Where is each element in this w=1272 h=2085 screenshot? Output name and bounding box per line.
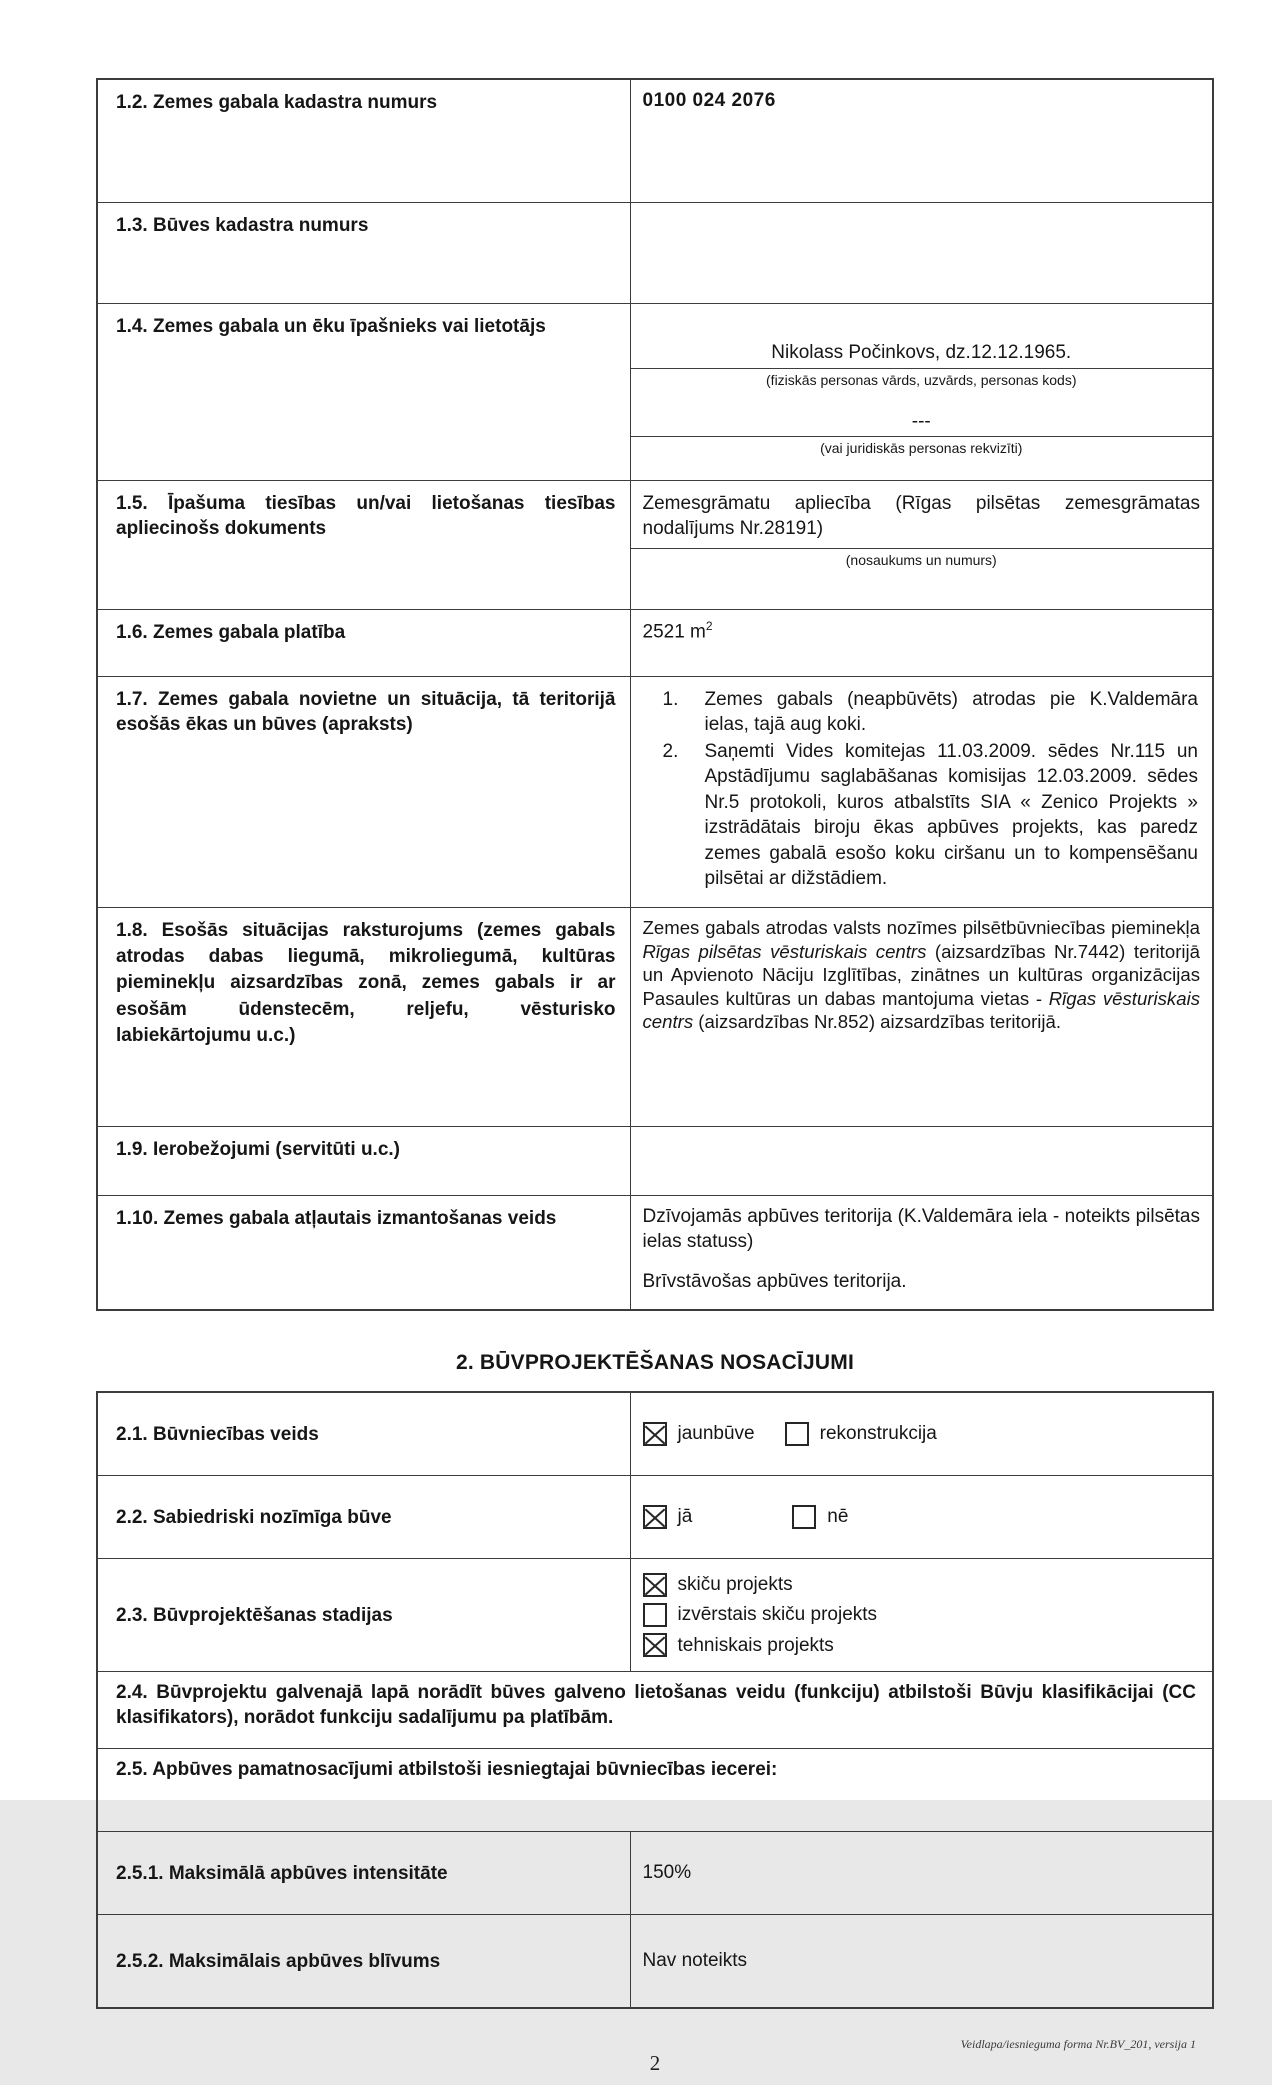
land-area-sup: 2: [705, 619, 713, 633]
heritage-text-italic: Rīgas pilsētas vēsturiskais centrs: [642, 940, 927, 962]
heritage-text: (aizsardzības Nr.7442) teritorijā un Apvienoto Nāciju Izglītības, zinātnes un kultūras organizācijas Pasaules kultūras un dabas mantojuma vietas -: [642, 940, 1200, 1009]
option-skicu-projekts: [643, 1572, 1201, 1597]
row-1-8-value: [630, 908, 1213, 1127]
row-1-8-label: 1.8. Esošās situācijas raksturojums (zemes gabals atrodas dabas liegumā, mikroliegumā, kultūras pieminekļu aizsardzības zonā, zemes gabals ir ar esošām ūdenstecēm, reljefu, vēsturisko labiekārtojumu u.c.): [97, 908, 630, 1127]
heritage-text: Zemes gabals atrodas valsts nozīmes pilsētbūvniecības pieminekļa: [642, 917, 1200, 938]
row-1-3: [97, 203, 1213, 304]
row-1-4-value: [630, 304, 1213, 481]
row-1-2: [97, 79, 1213, 203]
list-item-number: 2.: [662, 740, 679, 762]
row-2-2-label: 2.2. Sabiedriski nozīmīga būve: [97, 1476, 630, 1559]
row-2-5-1: [97, 1832, 1213, 1915]
row-2-5-2-label: 2.5.2. Maksimālais apbūves blīvums: [97, 1915, 630, 2009]
construction-type-options: [643, 1421, 1201, 1446]
allowed-use-1: Dzīvojamās apbūves teritorija (K.Valdemāra iela - noteikts pilsētas ielas statuss): [642, 1206, 1200, 1253]
checkbox-label: tehniskais projekts: [677, 1634, 834, 1656]
row-1-7: [97, 677, 1213, 908]
row-1-10: [97, 1196, 1213, 1311]
checkbox-label: nē: [827, 1506, 849, 1528]
document-content: [96, 78, 1214, 2085]
row-1-4-label: 1.4. Zemes gabala un ēku īpašnieks vai lietotājs: [97, 304, 630, 481]
heritage-text-italic: Rīgas vēsturiskais centrs: [642, 987, 1200, 1033]
page-footer: [96, 2039, 1214, 2085]
checkbox-jaunbuve[interactable]: [643, 1422, 667, 1446]
section1-table: [96, 78, 1214, 1311]
heritage-paragraph: [643, 916, 1201, 1034]
option-rekonstrukcija: [785, 1421, 937, 1446]
row-2-4-label: 2.4. Būvprojektu galvenajā lapā norādīt būves galveno lietošanas veidu (funkciju) atbilstoši Būvju klasifikācijai (CC klasifikators), norādot funkciju sadalījumu pa platībām.: [97, 1672, 1213, 1749]
row-1-2-value: 0100 024 2076: [630, 79, 1213, 203]
list-item-number: 1.: [662, 689, 679, 710]
checkbox-rekonstrukcija[interactable]: [785, 1422, 809, 1446]
row-2-1-label: 2.1. Būvniecības veids: [97, 1392, 630, 1476]
row-1-6-label: 1.6. Zemes gabala platība: [97, 610, 630, 677]
row-1-9: [97, 1127, 1213, 1196]
row-1-5: [97, 481, 1213, 610]
row-2-5-2: [97, 1915, 1213, 2009]
owner-name-caption: (fiziskās personas vārds, uzvārds, personas kods): [766, 372, 1077, 389]
checkbox-tehniskais-projekts[interactable]: [643, 1633, 667, 1657]
heritage-text: (aizsardzības Nr.852) aizsardzības teritorijā.: [693, 1011, 1062, 1033]
row-1-3-value: [630, 203, 1213, 304]
row-2-5-1-value: 150%: [630, 1832, 1213, 1915]
checkbox-izverstais-skicu-projekts[interactable]: [643, 1603, 667, 1627]
row-2-5: [97, 1749, 1213, 1832]
checkbox-label: izvērstais skiču projekts: [677, 1604, 878, 1626]
row-2-3-label: 2.3. Būvprojektēšanas stadijas: [97, 1559, 630, 1672]
form-version-note: Veidlapa/iesnieguma forma Nr.BV_201, versija 1: [960, 2037, 1196, 2051]
row-2-5-label: 2.5. Apbūves pamatnosacījumi atbilstoši iesniegtajai būvniecības iecerei:: [97, 1749, 1213, 1832]
owner-name: Nikolass Počinkovs, dz.12.12.1965.: [631, 304, 1213, 369]
section2-table: [96, 1391, 1214, 2009]
legal-person-placeholder: ---: [631, 395, 1213, 437]
checkbox-skicu-projekts[interactable]: [643, 1573, 667, 1597]
legal-person-caption: (vai juridiskās personas rekvizīti): [820, 440, 1023, 457]
row-1-9-label: 1.9. Ierobežojumi (servitūti u.c.): [97, 1127, 630, 1196]
row-1-5-label: 1.5. Īpašuma tiesības un/vai lietošanas tiesības apliecinošs dokuments: [97, 481, 630, 610]
row-1-3-label: 1.3. Būves kadastra numurs: [97, 203, 630, 304]
checkbox-ne[interactable]: [792, 1505, 816, 1529]
checkbox-label: jaunbūve: [677, 1423, 755, 1445]
row-1-8: [97, 908, 1213, 1127]
checkbox-ja[interactable]: [643, 1505, 667, 1529]
row-2-1-value: [630, 1392, 1213, 1476]
list-item-text: Saņemti Vides komitejas 11.03.2009. sēdes Nr.115 un Apstādījumu saglabāšanas komisijas 12.03.2009. sēdes Nr.5 protokoli, kuros atbalstīts SIA « Zenico Projekts » izstrādātais biroju ēkas apbūves projekts, kas paredz zemes gabalā esošo koku ciršanu un to kompensēšanu pilsētai ar dižstādiem.: [704, 740, 1198, 890]
row-2-2: [97, 1476, 1213, 1559]
list-item: [653, 739, 1199, 892]
option-jaunbuve: [643, 1421, 755, 1446]
situation-list: [643, 685, 1201, 892]
list-item-text: Zemes gabals (neapbūvēts) atrodas pie K.Valdemāra ielas, tajā aug koki.: [704, 689, 1198, 736]
row-1-4: [97, 304, 1213, 481]
row-2-3: [97, 1559, 1213, 1672]
row-1-10-value: [630, 1196, 1213, 1311]
document-name-caption: (nosaukums un numurs): [845, 551, 997, 568]
option-ja: [643, 1504, 693, 1529]
checkbox-label: skiču projekts: [677, 1573, 793, 1595]
checkbox-label: jā: [677, 1506, 693, 1528]
list-item: [653, 687, 1199, 738]
page-number: 2: [649, 2051, 661, 2075]
row-1-2-label: 1.2. Zemes gabala kadastra numurs: [97, 79, 630, 203]
row-1-9-value: [630, 1127, 1213, 1196]
document-name: Zemesgrāmatu apliecība (Rīgas pilsētas zemesgrāmatas nodalījums Nr.28191): [631, 481, 1213, 549]
public-building-options: [643, 1504, 1201, 1529]
row-2-3-value: [630, 1559, 1213, 1672]
checkbox-label: rekonstrukcija: [819, 1423, 937, 1445]
row-1-6-value: [630, 610, 1213, 677]
option-ne: [792, 1504, 848, 1529]
land-area: 2521 m: [642, 621, 706, 643]
design-stage-options: [643, 1568, 1201, 1662]
row-2-2-value: [630, 1476, 1213, 1559]
row-1-10-label: 1.10. Zemes gabala atļautais izmantošanas veids: [97, 1196, 630, 1311]
row-1-7-value: [630, 677, 1213, 908]
row-1-6: [97, 610, 1213, 677]
allowed-use-2: Brīvstāvošas apbūves teritorija.: [642, 1270, 907, 1292]
option-tehniskais-projekts: [643, 1633, 1201, 1658]
row-1-5-value: [630, 481, 1213, 610]
section2-title: 2. BŪVPROJEKTĒŠANAS NOSACĪJUMI: [455, 1351, 855, 1374]
row-2-5-2-value: Nav noteikts: [630, 1915, 1213, 2009]
option-izverstais-skicu-projekts: [643, 1602, 1201, 1627]
row-1-7-label: 1.7. Zemes gabala novietne un situācija, tā teritorijā esošās ēkas un būves (apraksts): [97, 677, 630, 908]
row-2-4: [97, 1672, 1213, 1749]
row-2-5-1-label: 2.5.1. Maksimālā apbūves intensitāte: [97, 1832, 630, 1915]
row-2-1: [97, 1392, 1213, 1476]
